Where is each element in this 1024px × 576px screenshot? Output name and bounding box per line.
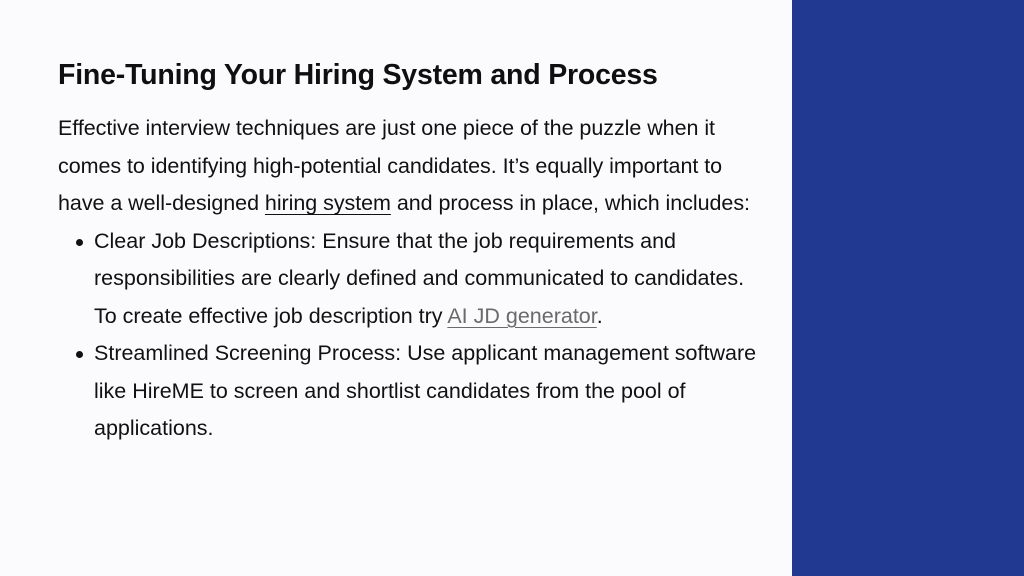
page-title: Fine-Tuning Your Hiring System and Process (58, 59, 658, 91)
intro-text-end: and process in place, which includes: (390, 191, 750, 215)
content-area (58, 53, 758, 448)
side-color-panel (792, 0, 1024, 576)
requirements-list (58, 223, 758, 448)
ai-jd-generator-link[interactable]: AI JD generator (447, 303, 597, 328)
intro-text-start: Effective interview techniques are just one piece of the puzzle when it comes to identifying high-potential candidates. It’s equally important to have a well-designed (58, 116, 723, 215)
list-item-period: . (596, 303, 603, 328)
bullet-icon (76, 239, 83, 246)
list-item-screening-process (58, 335, 758, 448)
bullet-icon (76, 351, 83, 358)
list-item-job-descriptions (58, 223, 758, 336)
list-item-text: Clear Job Descriptions: Ensure that the job requirements and responsibilities are clearly defined and communicated to candidates. To create effective job description try (94, 228, 745, 328)
intro-paragraph (58, 110, 758, 223)
hiring-system-link[interactable]: hiring system (264, 191, 391, 215)
list-item-text: Streamlined Screening Process: Use applicant management software like HireME to screen and shortlist candidates from the pool of applications. (94, 341, 757, 440)
